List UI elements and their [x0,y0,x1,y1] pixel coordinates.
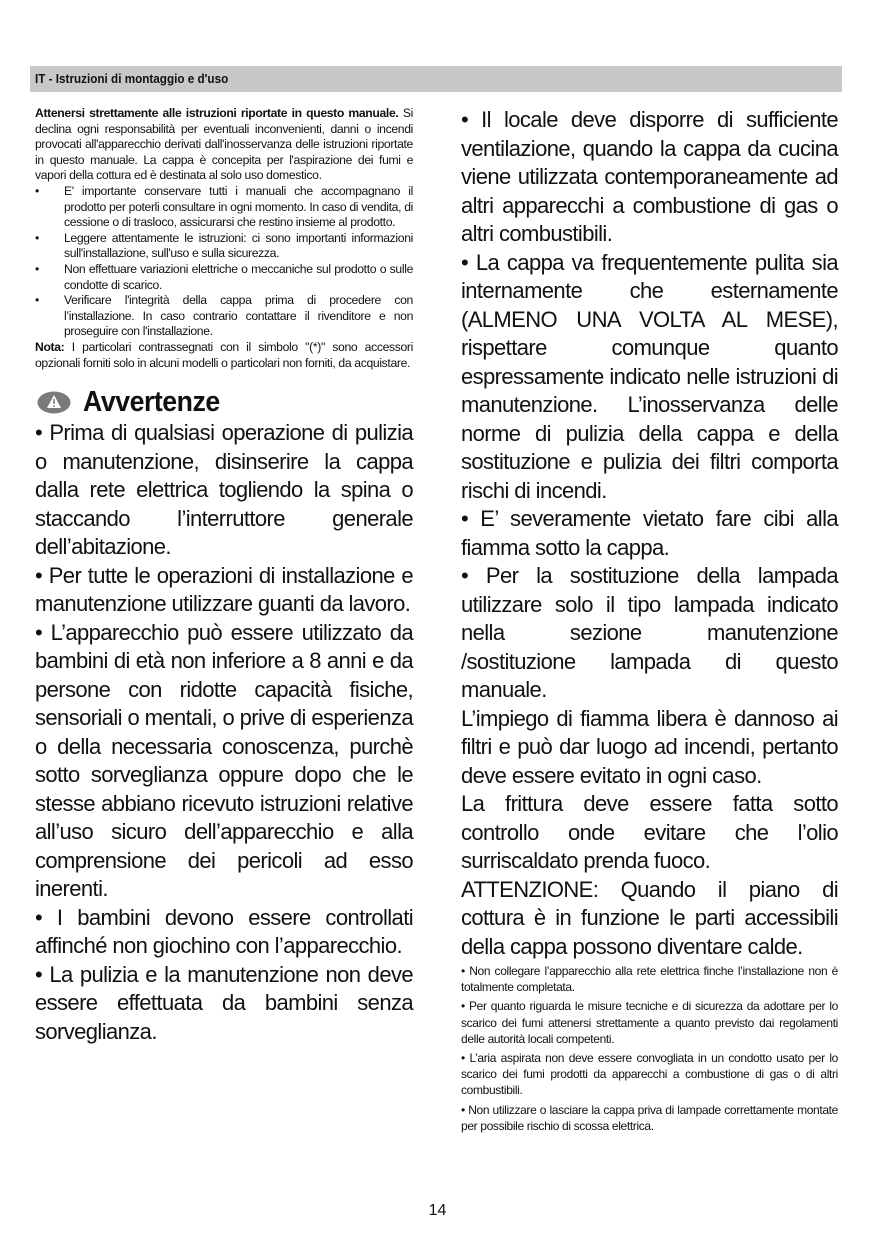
warning-paragraph: • La pulizia e la manutenzione non deve essere effettuata da bambini senza sorveglianza. [35,961,413,1044]
warning-paragraph: • Il locale deve disporre di sufficiente ventilazione, quando la cappa da cucina viene utilizzata contemporaneamente ad altri apparecchi a combustione di gas o altri combustibili. [461,107,838,246]
list-item: • Non effettuare variazioni elettriche o meccaniche sul prodotto o sulle condotte di scarico. [35,262,413,293]
right-column [461,106,838,1137]
warning-paragraph: ATTENZIONE: Quando il piano di cottura è in funzione le parti accessibili della cappa possono diventare calde. [461,876,838,959]
intro-text: Si declina ogni responsabilità per eventuali inconvenienti, danni o incendi provocati all'apparecchio derivati dall'inosservanza delle istruzioni riportate in questo manuale. La cappa è concepita per l'aspirazione dei fumi e vapori della cottura ed è destinata al solo uso domestico. [35,106,413,183]
warning-paragraph: • La cappa va frequentemente pulita sia internamente che esternamente (ALMENO UNA VOLTA AL MESE), rispettare comunque quanto espressamente indicato nelle istruzioni di manutenzione. L’inosservanza delle norme di pulizia della cappa e della sostituzione e pulizia dei filtri comporta rischi di incendi. [461,249,838,503]
warning-paragraph: La frittura deve essere fatta sotto controllo onde evitare che l’olio surriscaldato prenda fuoco. [461,791,838,873]
warning-paragraph: L’impiego di fiamma libera è dannoso ai filtri e può dar luogo ad incendi, pertanto deve essere evitato in ogni caso. [461,705,838,788]
intro-bold-lead: Attenersi strettamente alle istruzioni riportate in questo manuale. [35,106,399,120]
small-warning-paragraph: • Per quanto riguarda le misure tecniche e di sicurezza da adottare per lo scarico dei fumi attenersi strettamente a quanto previsto dai regolamenti delle autorità locali competenti. [461,999,838,1046]
note-text: I particolari contrassegnati con il simbolo "(*)" sono accessori opzionali forniti solo in alcuni modelli o particolari non forniti, da acquistare. [35,339,413,370]
warning-paragraph: • Per la sostituzione della lampada utilizzare solo il tipo lampada indicato nella sezione manutenzione /sostituzione lampada di questo manuale. [461,563,838,702]
list-item: • Leggere attentamente le istruzioni: ci sono importanti informazioni sull'installazione, sull'uso e sulla sicurezza. [35,231,413,262]
warning-paragraph: • L’apparecchio può essere utilizzato da bambini di età non inferiore a 8 anni e da persone con ridotte capacità fisiche, sensoriali o mentali, o prive di esperienza o della necessaria conoscenza, purchè sotto sorveglianza oppure dopo che le stesse abbiano ricevuto istruzioni relative all’uso sicuro dell’apparecchio e alla comprensione dei pericoli ad esso inerenti. [35,619,413,902]
warning-icon [37,391,71,414]
left-column [35,106,413,1046]
intro-bullet-list [35,184,413,340]
section-title: IT - Istruzioni di montaggio e d'uso [35,71,229,86]
small-warning-paragraph: • Non utilizzare o lasciare la cappa priva di lampade correttamente montate per possibile rischio di scossa elettrica. [461,1102,838,1133]
warning-paragraph: • Prima di qualsiasi operazione di pulizia o manutenzione, disinserire la cappa dalla rete elettrica togliendo la spina o staccando l’interruttore generale dell’abitazione. [35,420,413,560]
small-warning-paragraph: • Non collegare l’apparecchio alla rete elettrica finche l’installazione non è totalmente completata. [461,964,838,995]
warnings-left-text [35,419,413,1046]
warnings-right-text [461,106,838,961]
intro-paragraph [35,106,413,184]
warnings-title: Avvertenze [83,385,220,418]
warning-paragraph: • E’ severamente vietato fare cibi alla fiamma sotto la cappa. [461,506,838,560]
intro-block [35,106,413,371]
note-label: Nota: [35,339,65,354]
warning-paragraph: • Per tutte le operazioni di installazione e manutenzione utilizzare guanti da lavoro. [35,562,413,617]
list-item: • Verificare l'integrità della cappa prima di procedere con l’installazione. In caso contrario contattare il rivenditore e non proseguire con l'installazione. [35,293,413,340]
section-header-bar [30,66,842,92]
small-warning-paragraph: • L’aria aspirata non deve essere convogliata in un condotto usato per lo scarico dei fumi prodotti da apparecchi a combustione di gas o di altri combustibili. [461,1051,838,1098]
list-item: • E' importante conservare tutti i manuali che accompagnano il prodotto per poterli consultare in ogni momento. In caso di vendita, di cessione o di trasloco, assicurarsi che restino insieme al prodotto. [35,184,413,231]
warnings-heading [35,387,413,417]
note-paragraph [35,340,413,371]
page-number: 14 [428,1202,447,1219]
warning-paragraph: • I bambini devono essere controllati affinché non giochino con l’apparecchio. [35,904,413,959]
warnings-right-small-text [461,963,838,1134]
